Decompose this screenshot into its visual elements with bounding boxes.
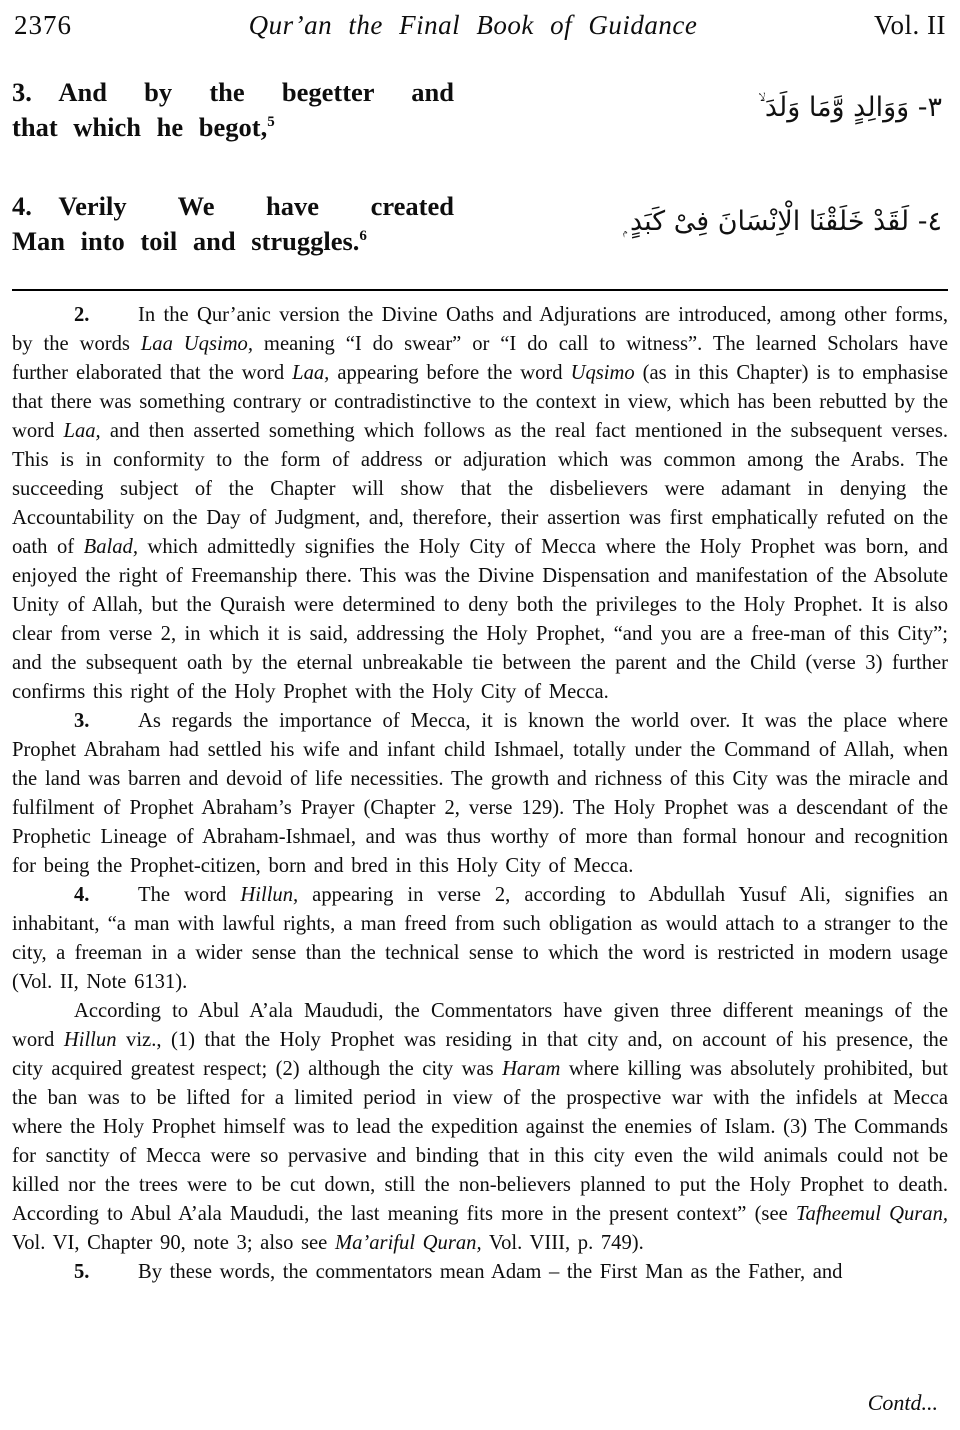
verse-line-text: that which he begot, bbox=[12, 112, 268, 142]
verse-footnote-ref: 6 bbox=[359, 228, 367, 245]
text-run: By these words, the commentators mean Adam – the First Man as the Father, and bbox=[138, 1261, 843, 1283]
verse-line bbox=[12, 110, 454, 145]
verse-row-4 bbox=[12, 189, 948, 259]
commentary-paragraph bbox=[12, 301, 948, 707]
volume-label: Vol. II bbox=[873, 10, 946, 40]
page-header bbox=[12, 8, 948, 41]
page-number: 2376 bbox=[14, 10, 72, 40]
verse-line-text: Man into toil and struggles. bbox=[12, 226, 360, 256]
text-run: which admittedly signifies the Holy City of Mecca where the Holy Prophet was born, and enjoyed the right of Freemanship there. This was the Divine Dispensation and manifestation of the Absolute Unity of Allah, but the Quraish were determined to deny both the privileges to the Holy Prophet. It is also clear from verse 2, in which it is said, addressing the Holy Prophet, “and you are a free-man of this City”; and the subsequent oath by the eternal unbreakable tie between the parent and the Child (verse 3) further confirms this right of the Holy Prophet with the Holy City of Mecca. bbox=[12, 536, 948, 703]
text-run: appearing in verse 2, according to Abdullah Yusuf Ali, signifies an inhabitant, “a man with lawful rights, a man freed from such obligation as would attach to a stranger to the city, a freeman in a wider sense than the technical sense to which the word is restricted in modern usage (Vol. II, Note 6131). bbox=[12, 884, 948, 993]
text-run: meaning “I do swear” or “I do call to witness”. The learned Scholars have further elaborated that the word bbox=[12, 333, 949, 384]
verses-section bbox=[12, 41, 948, 279]
italic-text-run: Haram bbox=[502, 1058, 561, 1080]
text-run: viz., (1) that the Holy Prophet was residing in that city and, on account of his presence, the city acquired greatest respect; (2) although the city was bbox=[12, 1029, 948, 1080]
text-run: (as in this Chapter) is to emphasise that there was something contrary or contradistinctive to the context in view, which has been rebutted by the word bbox=[12, 362, 948, 442]
verse-arabic-text: ٣- وَوَالِدٍ وَّمَا وَلَدَ ۙ bbox=[758, 92, 942, 123]
italic-text-run: Laa, bbox=[63, 420, 101, 442]
italic-text-run: Tafheemul Quran, bbox=[795, 1203, 949, 1225]
italic-text-run: Uqsimo bbox=[570, 362, 635, 384]
verse-arabic-text: ٤- لَقَدْ خَلَقْنَا الْاِنْسَانَ فِىْ كَبَدٍ ۭ bbox=[623, 206, 942, 237]
verse-translation bbox=[12, 75, 454, 145]
verse-footnote-ref: 5 bbox=[267, 114, 275, 131]
italic-text-run: Hillun bbox=[63, 1029, 117, 1051]
footer-contd: Contd... bbox=[867, 1390, 938, 1415]
text-run: As regards the importance of Mecca, it is known the world over. It was the place where Prophet Abraham had settled his wife and infant child Ishmael, totally under the Command of Allah, when the land was barren and devoid of life necessities. The growth and richness of this City was the miracle and fulfilment of Prophet Abraham’s Prayer (Chapter 2, verse 129). The Holy Prophet was a descendant of the Prophetic Lineage of Abraham-Ishmael, and was thus worthy of more than formal honour and recognition for being the Prophet-citizen, born and bred in this Holy City of Mecca. bbox=[12, 710, 948, 877]
verse-line: 3. And by the begetter and bbox=[12, 77, 454, 107]
divider-rule bbox=[12, 289, 948, 291]
text-run: appearing before the word bbox=[329, 362, 571, 384]
italic-text-run: Ma’ariful Quran, bbox=[334, 1232, 482, 1254]
paragraph-number: 2. bbox=[74, 304, 90, 326]
text-run: Vol. VI, Chapter 90, note 3; also see bbox=[12, 1232, 335, 1254]
verse-row-3 bbox=[12, 75, 948, 145]
commentary-paragraph bbox=[12, 707, 948, 881]
italic-text-run: Laa, bbox=[292, 362, 330, 384]
italic-text-run: Hillun, bbox=[240, 884, 299, 906]
verse-line bbox=[12, 224, 454, 259]
text-run: The word bbox=[138, 884, 241, 906]
text-run: Vol. VIII, p. 749). bbox=[481, 1232, 644, 1254]
paragraph-number: 4. bbox=[74, 884, 90, 906]
book-title: Qur’an the Final Book of Guidance bbox=[248, 10, 698, 40]
text-run: where killing was absolutely prohibited, but the ban was to be lifted for a limited period in view of the prospective war with the infidels at Mecca where the Holy Prophet himself was to lead the expedition against the enemies of Islam. (3) The Commands for sanctity of Mecca were so pervasive and binding that in this city even the wild animals could not be killed nor the trees were to be cut down, still the non-believers planned to put the Holy Prophet to death. According to Abul A’ala Maududi, the last meaning fits more in the present context” (see bbox=[12, 1058, 949, 1225]
italic-text-run: Balad, bbox=[83, 536, 138, 558]
paragraph-number: 5. bbox=[74, 1261, 90, 1283]
text-run: and then asserted something which follows as the real fact mentioned in the subsequent verses. This is in conformity to the form of address or adjuration which was common among the Arabs. The succeeding subject of the Chapter will show that the disbelievers were adamant in denying the Accountability on the Day of Judgment, and, therefore, their assertion was first emphatically refuted on the oath of bbox=[12, 420, 948, 558]
commentary-paragraph bbox=[12, 997, 948, 1258]
text-run: According to Abul A’ala Maududi, the Commentators have given three different meanings of the word bbox=[12, 1000, 948, 1051]
verse-line: 4. Verily We have created bbox=[12, 191, 454, 221]
text-run: In the Qur’anic version the Divine Oaths and Adjurations are introduced, among other forms, by the words bbox=[12, 304, 948, 355]
verse-translation bbox=[12, 189, 454, 259]
commentary-paragraph bbox=[12, 881, 948, 997]
paragraph-number: 3. bbox=[74, 710, 90, 732]
italic-text-run: Laa Uqsimo, bbox=[140, 333, 254, 355]
commentary-paragraph bbox=[12, 1258, 948, 1287]
commentary-section bbox=[12, 297, 948, 1287]
